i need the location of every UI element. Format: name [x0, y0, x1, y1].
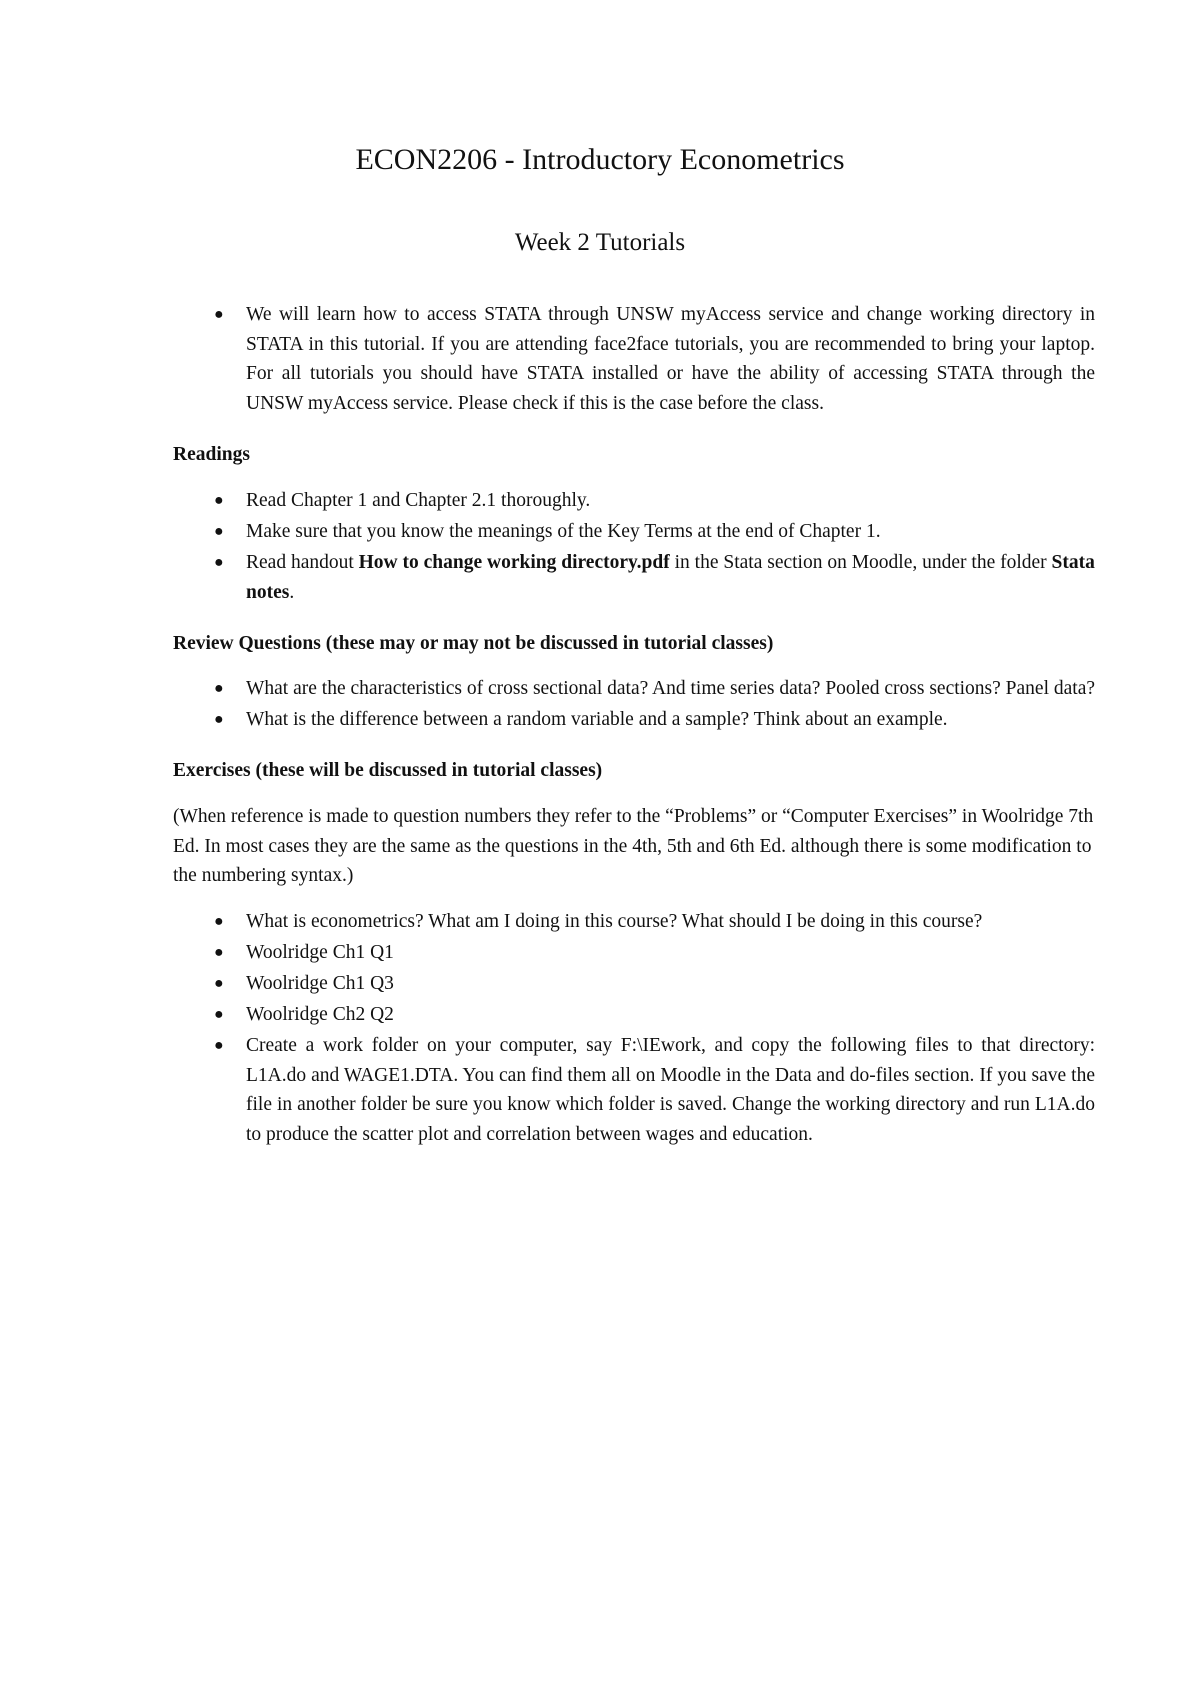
- bullet-icon: ●: [214, 1037, 224, 1055]
- review-item-2: [173, 705, 1095, 735]
- exercises-item-4-text: Woolridge Ch2 Q2: [246, 1004, 394, 1026]
- exercises-item-1-text: What is econometrics? What am I doing in this course? What should I be doing in this course?: [246, 911, 983, 933]
- readings-item-3-mid: in the Stata section on Moodle, under the folder: [669, 551, 1052, 573]
- intro-text: We will learn how to access STATA through UNSW myAccess service and change working directory in STATA in this tutorial. If you are attending face2face tutorials, you are recommended to bring your laptop. For all tutorials you should have STATA installed or have the ability of accessing STATA through the UNSW myAccess service. Please check if this is the case before the class.: [246, 304, 1095, 415]
- exercises-item-3-text: Woolridge Ch1 Q3: [246, 973, 394, 995]
- folder-name: Stata notes: [246, 551, 1095, 603]
- document-body: [173, 300, 1095, 1151]
- document-title: ECON2206 - Introductory Econometrics: [355, 143, 845, 176]
- review-list: [173, 674, 1095, 735]
- intro-item: [173, 300, 1095, 419]
- readings-item-1: [173, 486, 1095, 516]
- document-subtitle: Week 2 Tutorials: [514, 229, 686, 256]
- bullet-icon: ●: [214, 975, 224, 993]
- exercises-heading: Exercises (these will be discussed in tutorial classes): [173, 760, 603, 782]
- exercises-item-2: [173, 938, 1095, 968]
- exercises-list: [173, 907, 1095, 1150]
- readings-list: [173, 486, 1095, 607]
- bullet-icon: ●: [214, 1006, 224, 1024]
- exercises-item-2-text: Woolridge Ch1 Q1: [246, 942, 394, 964]
- exercises-item-5: [173, 1031, 1095, 1150]
- bullet-icon: ●: [214, 913, 224, 931]
- readings-item-3-pre: Read handout: [246, 551, 359, 573]
- exercises-item-5-text: Create a work folder on your computer, say F:\IEwork, and copy the following files to that directory: L1A.do and WAGE1.DTA. You can find them all on Moodle in the Data and do-files section. If you save the file in another folder be sure you know which folder is saved. Change the working directory and run L1A.do to produce the scatter plot and correlation between wages and education.: [246, 1035, 1095, 1146]
- readings-item-3: [173, 548, 1095, 607]
- review-item-1-text: What are the characteristics of cross sectional data? And time series data? Pooled cross sections? Panel data?: [246, 678, 1096, 700]
- readings-heading: Readings: [173, 444, 250, 466]
- exercises-item-1: [173, 907, 1095, 937]
- readings-item-2-text: Make sure that you know the meanings of the Key Terms at the end of Chapter 1.: [246, 520, 881, 542]
- handout-title: How to change working directory.pdf: [358, 551, 670, 573]
- bullet-icon: ●: [214, 491, 224, 509]
- bullet-icon: ●: [214, 553, 224, 571]
- bullet-icon: ●: [214, 306, 224, 323]
- review-heading: Review Questions (these may or may not be discussed in tutorial classes): [173, 632, 774, 654]
- exercises-note: (When reference is made to question numbers they refer to the “Problems” or “Computer Exercises” in Woolridge 7th Ed. In most cases they are the same as the questions in the 4th, 5th and 6th Ed. although there is some modification to the numbering syntax.): [173, 805, 1094, 887]
- review-item-2-text: What is the difference between a random variable and a sample? Think about an example.: [246, 709, 948, 731]
- intro-list: [173, 300, 1095, 419]
- exercises-item-4: [173, 1000, 1095, 1030]
- bullet-icon: ●: [214, 680, 224, 698]
- bullet-icon: ●: [214, 522, 224, 540]
- review-item-1: [173, 674, 1095, 704]
- readings-item-1-text: Read Chapter 1 and Chapter 2.1 thoroughly.: [246, 489, 591, 511]
- bullet-icon: ●: [214, 711, 224, 729]
- readings-item-2: [173, 517, 1095, 547]
- bullet-icon: ●: [214, 944, 224, 962]
- readings-item-3-post: .: [289, 581, 295, 603]
- exercises-item-3: [173, 969, 1095, 999]
